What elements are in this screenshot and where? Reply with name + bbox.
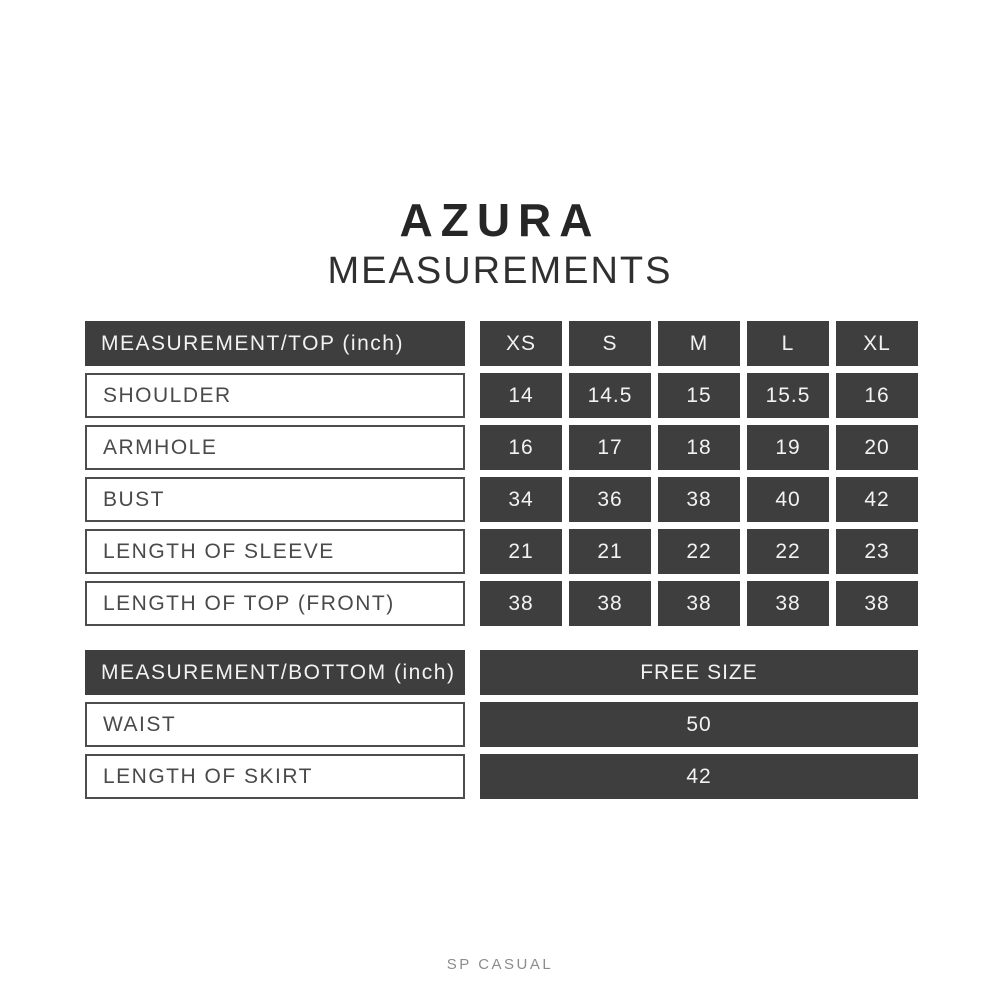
top-table-header-row [85, 321, 918, 366]
value-cell: 34 [480, 477, 562, 522]
table-row-waist [85, 702, 918, 747]
row-label: LENGTH OF SKIRT [85, 754, 465, 799]
value-cell: 22 [658, 529, 740, 574]
value-cell: 14 [480, 373, 562, 418]
value-cell: 38 [836, 581, 918, 626]
value-cell: 21 [569, 529, 651, 574]
row-label: LENGTH OF TOP (FRONT) [85, 581, 465, 626]
free-size-header: FREE SIZE [480, 650, 918, 695]
value-cell: 40 [747, 477, 829, 522]
value-cell: 22 [747, 529, 829, 574]
size-header-s: S [569, 321, 651, 366]
bottom-table-header-row [85, 650, 918, 695]
table-row-length-of-skirt [85, 754, 918, 799]
row-label: LENGTH OF SLEEVE [85, 529, 465, 574]
row-label: BUST [85, 477, 465, 522]
size-header-xs: XS [480, 321, 562, 366]
value-cell: 23 [836, 529, 918, 574]
value-cell: 21 [480, 529, 562, 574]
table-row-bust [85, 477, 918, 522]
size-header-xl: XL [836, 321, 918, 366]
value-cell: 15 [658, 373, 740, 418]
value-cell: 38 [480, 581, 562, 626]
table-row-length-of-top-front [85, 581, 918, 626]
table-row-length-of-sleeve [85, 529, 918, 574]
brand-footer: SP CASUAL [446, 956, 554, 973]
top-measurements-table [85, 321, 918, 626]
value-cell: 17 [569, 425, 651, 470]
table-row-shoulder [85, 373, 918, 418]
value-cell: 38 [569, 581, 651, 626]
value-cell: 18 [658, 425, 740, 470]
value-cell: 38 [658, 477, 740, 522]
product-title: AZURA [399, 194, 601, 246]
value-cell: 16 [836, 373, 918, 418]
value-cell: 14.5 [569, 373, 651, 418]
value-cell: 19 [747, 425, 829, 470]
row-label: WAIST [85, 702, 465, 747]
bottom-table-title-cell: MEASUREMENT/BOTTOM (inch) [85, 650, 465, 695]
top-table-title-cell: MEASUREMENT/TOP (inch) [85, 321, 465, 366]
value-cell: 36 [569, 477, 651, 522]
value-cell: 38 [747, 581, 829, 626]
value-cell: 16 [480, 425, 562, 470]
row-label: SHOULDER [85, 373, 465, 418]
value-cell: 38 [658, 581, 740, 626]
measurement-tables [85, 321, 918, 799]
value-cell: 42 [480, 754, 918, 799]
size-header-l: L [747, 321, 829, 366]
row-label: ARMHOLE [85, 425, 465, 470]
value-cell: 15.5 [747, 373, 829, 418]
table-row-armhole [85, 425, 918, 470]
bottom-measurements-table [85, 650, 918, 799]
value-cell: 50 [480, 702, 918, 747]
size-header-m: M [658, 321, 740, 366]
value-cell: 42 [836, 477, 918, 522]
value-cell: 20 [836, 425, 918, 470]
page-subtitle: MEASUREMENTS [327, 250, 673, 292]
